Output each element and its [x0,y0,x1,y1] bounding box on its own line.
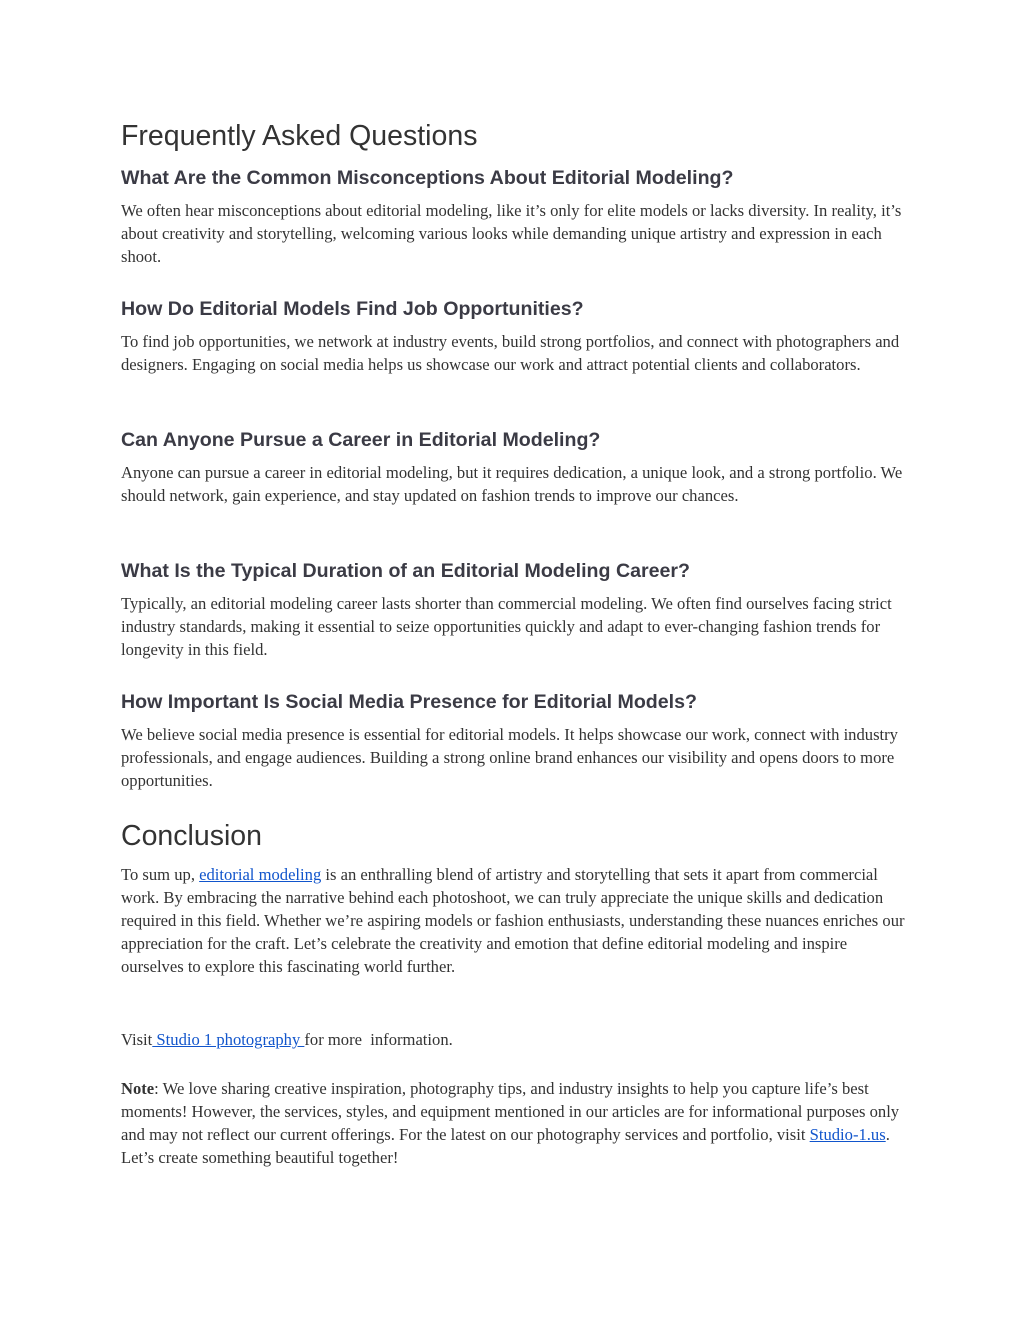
faq-question-1: What Are the Common Misconceptions About Editorial Modeling? [121,167,734,189]
faq-question-2: How Do Editorial Models Find Job Opportunities? [121,298,584,320]
conclusion-text-start: To sum up, [121,865,200,884]
note-text-end: . Let’s create something beautiful together! [121,1125,890,1168]
faq-question-5: How Important Is Social Media Presence for Editorial Models? [121,691,697,713]
faq-question-4: What Is the Typical Duration of an Editorial Modeling Career? [121,560,691,582]
faq-answer-3: Anyone can pursue a career in editorial modeling, but it requires dedication, a unique look, and a strong portfolio. We should network, gain experience, and stay updated on fashion trends to improve our chances. [121,463,903,506]
visit-text-end: for more information. [304,1030,453,1049]
note-text: : We love sharing creative inspiration, photography tips, and industry insights to help you capture life’s best moments! However, the services, styles, and equipment mentioned in our articles are for informational purposes only and may not reflect our current offerings. For the latest on our photography services and portfolio, visit [121,1079,900,1145]
faq-answer-2: To find job opportunities, we network at industry events, build strong portfolios, and connect with photographers and designers. Engaging on social media helps us showcase our work and attract potential clients and collaborators. [121,332,900,375]
conclusion-heading: Conclusion [121,820,262,852]
faq-answer-5: We believe social media presence is essential for editorial models. It helps showcase our work, connect with industry professionals, and engage audiences. Building a strong online brand enhances our visibility and opens doors to more opportunities. [121,725,898,791]
note-paragraph [121,1077,911,1169]
studio-1-us-link[interactable]: Studio-1.us [809,1125,886,1145]
conclusion-text-rest: is an enthralling blend of artistry and storytelling that sets it apart from commercial work. By embracing the narrative behind each photoshoot, we can truly appreciate the unique skills and dedication required in this field. Whether we’re aspiring models or fashion enthusiasts, understanding these nuances enriches our appreciation for the craft. Let’s celebrate the creativity and emotion that define editorial modeling and inspire ourselves to explore this fascinating world further. [121,865,905,977]
visit-paragraph [121,1028,911,1051]
note-label: Note [121,1079,155,1098]
visit-text: Visit [121,1030,153,1049]
faq-question-3: Can Anyone Pursue a Career in Editorial Modeling? [121,429,601,451]
editorial-modeling-link[interactable]: editorial modeling [199,865,322,884]
faq-heading: Frequently Asked Questions [121,120,478,152]
faq-answer-4: Typically, an editorial modeling career lasts shorter than commercial modeling. We often find ourselves facing strict industry standards, making it essential to seize opportunities quickly and adapt to ever-changing fashion trends for longevity in this field. [121,594,892,660]
studio-1-photography-link[interactable]: Studio 1 photography [152,1030,305,1049]
faq-answer-1: We often hear misconceptions about editorial modeling, like it’s only for elite models or lacks diversity. In reality, it’s about creativity and storytelling, welcoming various looks while demanding unique artistry and expression in each shoot. [121,201,902,267]
conclusion-paragraph [121,863,911,978]
